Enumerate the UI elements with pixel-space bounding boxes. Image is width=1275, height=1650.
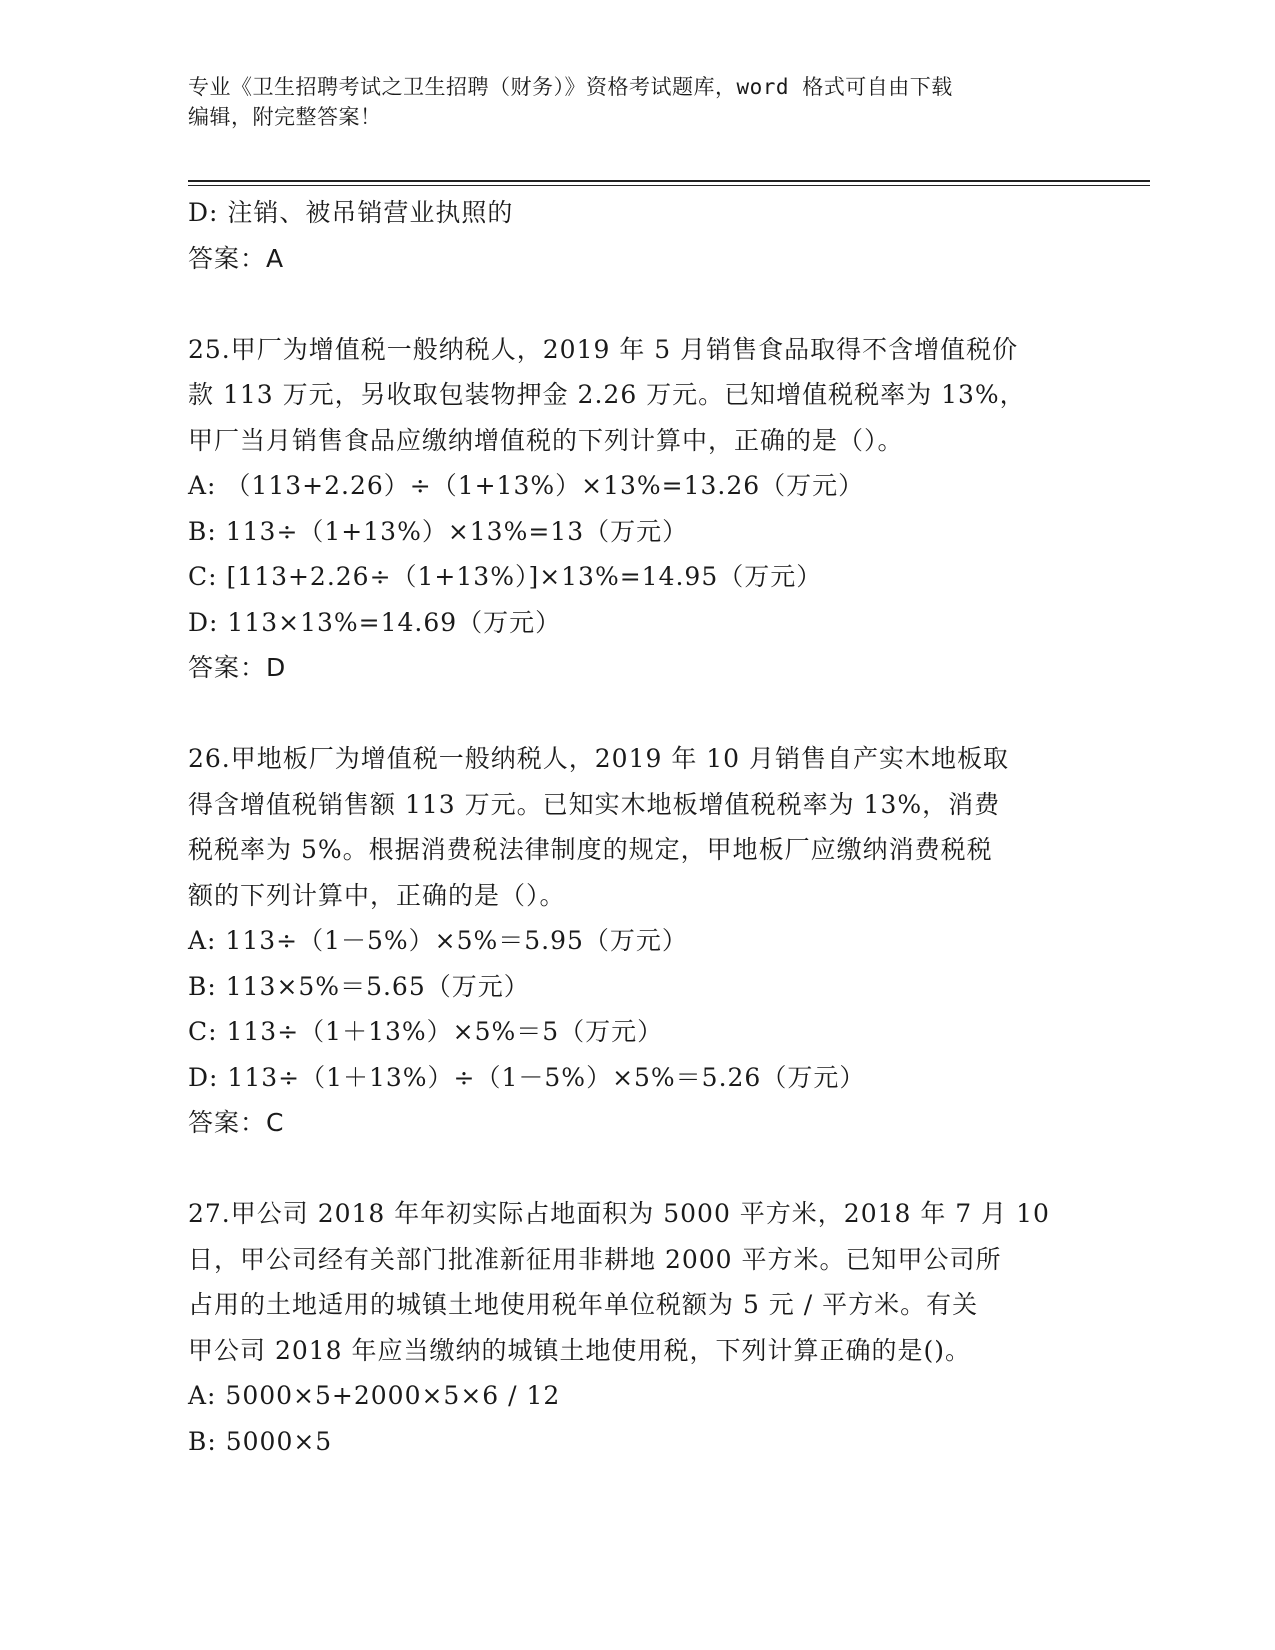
- header-rule-thick: [188, 180, 1150, 182]
- header-line-1: 专业《卫生招聘考试之卫生招聘（财务）》资格考试题库，word 格式可自由下载: [188, 75, 953, 99]
- document-header: [188, 72, 1068, 132]
- option-d: D: 注销、被吊销营业执照的: [188, 198, 514, 227]
- option-c: C: 113÷（1＋13%）×5%＝5（万元）: [188, 1017, 664, 1046]
- option-b: B: 113×5%＝5.65（万元）: [188, 971, 530, 1001]
- option-d: D: 113÷（1＋13%）÷（1－5%）×5%＝5.26（万元）: [188, 1062, 866, 1092]
- question-27: [188, 1191, 1088, 1464]
- question-stem-line: 得含增值税销售额 113 万元。已知实木地板增值税税率为 13%，消费: [188, 789, 1001, 819]
- question-stem-line: 27.甲公司 2018 年年初实际占地面积为 5000 平方米，2018 年 7 月 10: [188, 1199, 1050, 1228]
- question-stem-line: 26.甲地板厂为增值税一般纳税人，2019 年 10 月销售自产实木地板取: [188, 744, 1010, 773]
- question-stem-line: 额的下列计算中，正确的是（）。: [188, 880, 566, 910]
- option-d: D: 113×13%=14.69（万元）: [188, 607, 562, 637]
- question-content: [188, 190, 1088, 1464]
- spacer: [188, 691, 1088, 737]
- option-a: A: 113÷（1－5%）×5%＝5.95（万元）: [188, 926, 688, 955]
- header-line-2: 编辑，附完整答案！: [188, 105, 382, 129]
- question-stem-line: 款 113 万元，另收取包装物押金 2.26 万元。已知增值税税率为 13%，: [188, 380, 1026, 409]
- question-stem-line: 占用的土地适用的城镇土地使用税年单位税额为 5 元 / 平方米。有关: [188, 1290, 979, 1319]
- answer: 答案：A: [188, 243, 285, 273]
- option-b: B: 5000×5: [188, 1426, 333, 1456]
- spacer: [188, 281, 1088, 327]
- spacer: [188, 1146, 1088, 1192]
- question-stem-line: 税税率为 5%。根据消费税法律制度的规定，甲地板厂应缴纳消费税税: [188, 835, 993, 864]
- option-a: A: 5000×5+2000×5×6 / 12: [188, 1381, 561, 1410]
- option-b: B: 113÷（1+13%）×13%=13（万元）: [188, 516, 689, 546]
- question-stem-line: 甲厂当月销售食品应缴纳增值税的下列计算中，正确的是（）。: [188, 425, 904, 455]
- answer: 答案：C: [188, 1108, 285, 1137]
- option-c: C: [113+2.26÷（1+13%）]×13%=14.95（万元）: [188, 562, 823, 591]
- header-rule-thin: [188, 185, 1150, 186]
- option-a: A: （113+2.26）÷（1+13%）×13%=13.26（万元）: [188, 471, 865, 500]
- question-stem-line: 甲公司 2018 年应当缴纳的城镇土地使用税，下列计算正确的是()。: [188, 1335, 972, 1365]
- question-stem-line: 25.甲厂为增值税一般纳税人，2019 年 5 月销售食品取得不含增值税价: [188, 334, 1019, 364]
- question-stem-line: 日，甲公司经有关部门批准新征用非耕地 2000 平方米。已知甲公司所: [188, 1244, 1002, 1274]
- question-25: [188, 327, 1088, 691]
- question-26: [188, 736, 1088, 1146]
- answer: 答案：D: [188, 653, 287, 682]
